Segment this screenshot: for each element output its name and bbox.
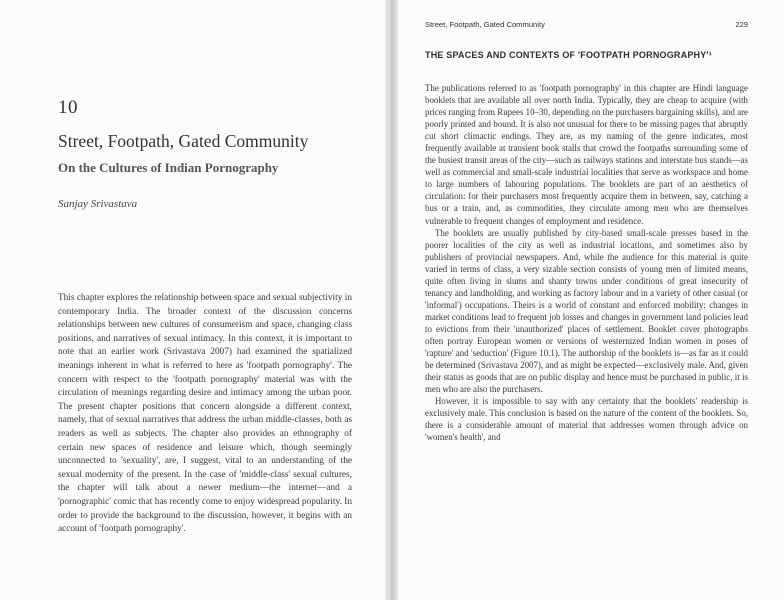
running-head-title: Street, Footpath, Gated Community — [425, 20, 545, 29]
body-text — [425, 82, 748, 443]
chapter-abstract: This chapter explores the relationship between space and sexual subjectivity in contemporary India. The broader context of the discussion concerns relationships between new cultures of consumerism and space, changing class positions, and narratives of sexual intimacy. In this context, it is important to note that an earlier work (Srivastava 2007) had examined the spatialized meanings inherent in what is referred to here as 'footpath pornography'. The concern with respect to the 'footpath pornography' material was with the circulation of meanings regarding desire and intimacy among the urban poor. The present chapter positions that concern alongside a different context, namely, that of sexual narratives that address the urban middle-classes, both as readers as well as subjects. The chapter also provides an ethnography of certain new spaces of residence and leisure which, though seemingly unconnected to 'sexuality', are, I suggest, vital to an understanding of the sexual modernity of the present. In the case of 'middle-class' sexual cultures, the chapter will talk about a newer medium—the internet—and a 'pornographic' comic that has recently come to enjoy widespread popularity. In order to provide the background to the discussion, however, it begins with an account of 'footpath pornography'. — [58, 293, 352, 535]
chapter-author: Sanjay Srivastava — [58, 198, 138, 210]
chapter-title: Street, Footpath, Gated Community — [58, 131, 309, 151]
page-number: 229 — [735, 20, 748, 29]
paragraph: The booklets are usually published by city-based small-scale presses based in the poorer localities of the city as well as industrial locations, and sometimes also by publishers of provincial newspapers. And, while the audience for this material is quite varied in terms of class, a very sizable section consists of young men of limited means, quite often living in slums and shanty towns under conditions of great insecurity of tenancy and landholding, and working as factory labour and in a variety of other casual (or 'informal') occupations. Theirs is a world of constant and enforced mobility: changes in market conditions lead to frequent job losses and changes in government land policies lead to evictions from their 'unauthorized' places of settlement. Booklet cover photographs often portray European women or versions of westernized Indian women in poses of 'rapture' and 'seduction' (Figure 10.1). The authorship of the booklets is—as far as it could be determined (Srivastava 2007), and as might be expected—exclusively male. And, given their status as goods that are on public display and hence must be purchased in public, it is men who are also the purchasers. — [425, 227, 748, 395]
chapter-number: 10 — [58, 97, 78, 118]
chapter-subtitle: On the Cultures of Indian Pornography — [58, 160, 279, 175]
book-gutter — [385, 0, 398, 600]
section-heading: THE SPACES AND CONTEXTS OF 'FOOTPATH PORNOGRAPHY'¹ — [425, 50, 712, 60]
paragraph: The publications referred to as 'footpath pornography' in this chapter are Hindi language booklets that are available all over north India. Typically, they are cheap to acquire (with prices ranging from Rupees 10–30, depending on the purchasers bargaining skills), and are poorly printed and bound. It is also not unusual for there to be missing pages that abruptly cut short climactic endings. They are, as my naming of the genre indicates, most frequently available at transient book stalls that crowd the footpaths surrounding some of the busiest transit areas of the city—such as railways stations and interstate bus stands—as well as commercial and small-scale industrial localities that serve as workspace and home to large numbers of labouring populations. The booklets are part of an aesthetics of circulation: for their purchasers most frequently acquire them in between, say, catching a bus or a train, and, as commodities, they circulate among men who are themselves vulnerable to frequent changes of employment and residence. — [425, 83, 748, 226]
paragraph: However, it is impossible to say with any certainty that the booklets' readership is exclusively male. This conclusion is based on the nature of the content of the booklets. So, there is a considerable amount of material that addresses women through advice on 'women's health', and — [425, 396, 748, 443]
